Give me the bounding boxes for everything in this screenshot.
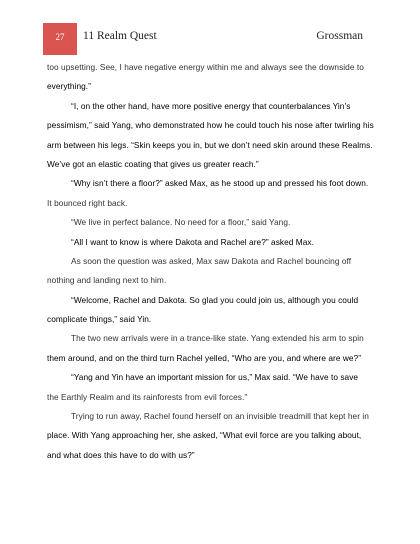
- text-line: and what does this have to do with us?”: [47, 449, 195, 460]
- text-line: place. With Yang approaching her, she asked, “What evil force are you talking about,: [47, 430, 362, 441]
- author-name: Grossman: [316, 30, 363, 42]
- text-line: “I, on the other hand, have more positive energy that counterbalances Yin’s: [71, 100, 351, 111]
- text-line: The two new arrivals were in a trance-like state. Yang extended his arm to spin: [71, 333, 364, 344]
- text-line: As soon the question was asked, Max saw Dakota and Rachel bouncing off: [71, 255, 352, 266]
- text-line: “All I want to know is where Dakota and Rachel are?” asked Max.: [71, 236, 314, 247]
- text-line: “Why isn’t there a floor?” asked Max, as he stood up and pressed his foot down.: [71, 178, 369, 189]
- page-number: 27: [55, 32, 65, 42]
- text-line: “We live in perfect balance. No need for a floor,” said Yang.: [71, 217, 291, 228]
- text-line: We’ve got an elastic coating that gives us greater reach.”: [47, 158, 259, 169]
- text-line: “Yang and Yin have an important mission for us,” Max said. “We have to save: [71, 372, 359, 383]
- page-body: [47, 58, 377, 465]
- text-line: Trying to run away, Rachel found herself on an invisible treadmill that kept her in: [71, 411, 369, 422]
- text-line: “Welcome, Rachel and Dakota. So glad you could join us, although you could: [71, 294, 359, 305]
- text-line: everything.”: [47, 81, 91, 92]
- book-title: 11 Realm Quest: [83, 30, 157, 42]
- text-line: nothing and landing next to him.: [47, 275, 167, 286]
- text-line: It bounced right back.: [47, 197, 128, 208]
- text-line: arm between his legs. “Skin keeps you in, but we don’t need skin around these Realms.: [47, 139, 373, 150]
- text-line: pessimism,” said Yang, who demonstrated how he could touch his nose after twirling his: [47, 120, 374, 131]
- page-number-badge: [43, 23, 77, 55]
- text-line: them around, and on the third turn Rachel yelled, “Who are you, and where are we?”: [47, 352, 362, 363]
- text-line: too upsetting. See, I have negative energy within me and always see the downside to: [47, 62, 364, 72]
- text-line: complicate things,” said Yin.: [47, 314, 152, 325]
- text-line: the Earthly Realm and its rainforests from evil forces.”: [47, 391, 248, 402]
